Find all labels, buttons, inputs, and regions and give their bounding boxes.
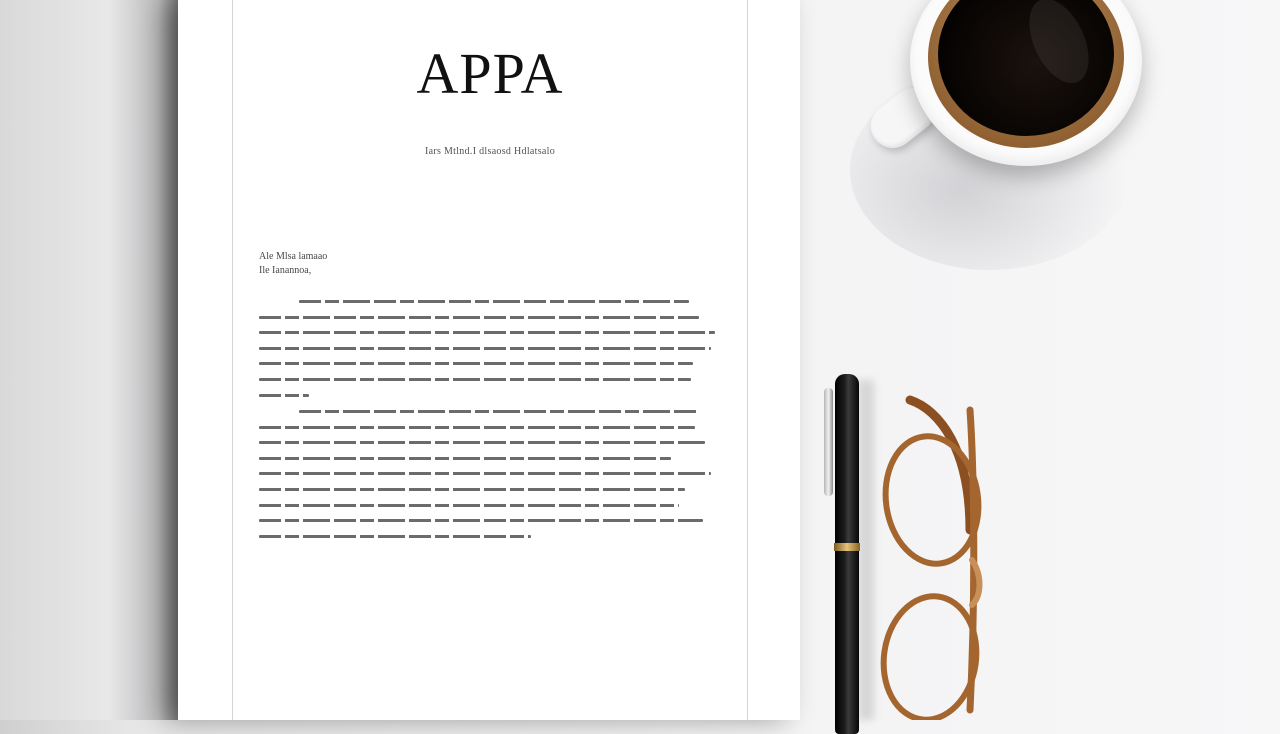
- text-line: [299, 410, 699, 413]
- pen-clip: [824, 388, 833, 496]
- text-line: [259, 331, 715, 334]
- text-line: [259, 347, 711, 350]
- pen-ring: [834, 543, 860, 551]
- text-line: [259, 426, 695, 429]
- coffee-surface: [938, 0, 1114, 136]
- cup-rim: [928, 0, 1124, 148]
- paragraph-2: [259, 410, 715, 550]
- text-line: [259, 519, 703, 522]
- text-line: [259, 472, 711, 475]
- text-line: [259, 504, 679, 507]
- document-salutation: [259, 250, 327, 278]
- text-line: [259, 488, 685, 491]
- text-line: [259, 394, 309, 397]
- document-page: [178, 0, 800, 720]
- text-line: [259, 378, 691, 381]
- paragraph-1: [259, 300, 715, 409]
- page-margins: [232, 0, 748, 720]
- text-line: [259, 457, 671, 460]
- text-line: [259, 316, 699, 319]
- salutation-line-1: Ale Mlsa lamaao: [259, 251, 328, 262]
- eyeglasses: [870, 390, 1010, 720]
- text-line: [259, 362, 693, 365]
- salutation-line-2: Ile Ianannoa,: [259, 265, 312, 276]
- text-line: [259, 535, 531, 538]
- text-line: [299, 300, 689, 303]
- document-title: APPA: [416, 41, 564, 106]
- document-subtitle: Iars Mtlnd.I dlsaosd Hdlatsalo: [424, 146, 556, 157]
- pen: [835, 374, 859, 734]
- glasses-temple-arm: [910, 400, 970, 530]
- coffee-reflection: [1017, 0, 1100, 92]
- text-line: [259, 441, 705, 444]
- backdrop-shadow: [0, 0, 180, 720]
